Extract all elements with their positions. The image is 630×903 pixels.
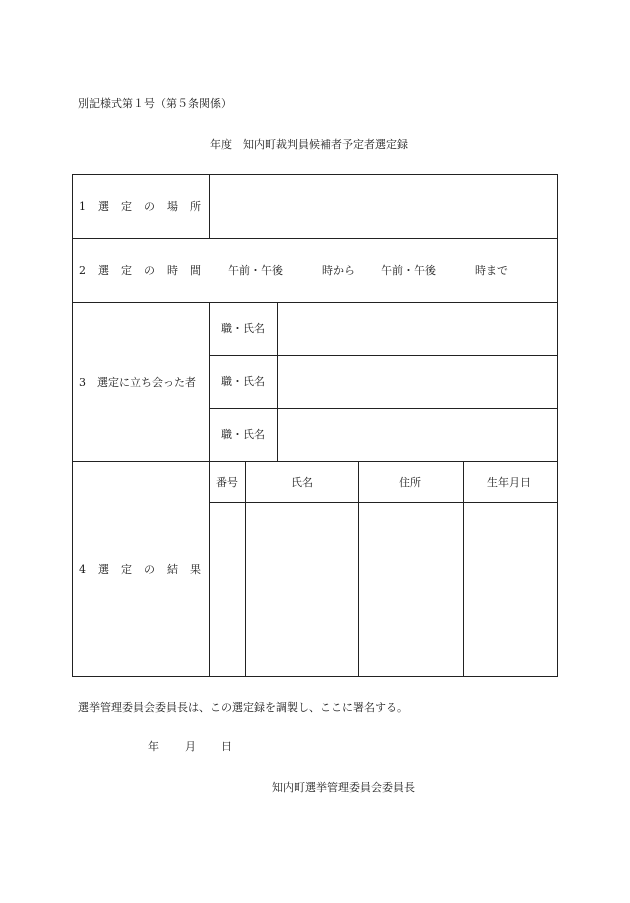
witness-position-name-label: 職・氏名 <box>221 428 265 441</box>
row-divider <box>72 461 558 462</box>
column-header-name: 氏名 <box>291 476 313 489</box>
table-border-left <box>72 174 73 677</box>
column-header-address: 住所 <box>399 476 421 489</box>
column-header-number: 番号 <box>216 476 238 489</box>
selection-place-label: 1 選 定 の 場 所 <box>79 200 201 213</box>
selection-place-field[interactable] <box>210 175 557 238</box>
month-label: 月 <box>185 740 196 753</box>
certification-statement: 選挙管理委員会委員長は、この選定録を調製し、ここに署名する。 <box>78 701 408 714</box>
witnesses-label: 3 選定に立ち会った者 <box>79 376 196 389</box>
until-hour-label: 時まで <box>475 264 508 277</box>
end-ampm-label: 午前・午後 <box>381 264 436 277</box>
selection-time-label: 2 選 定 の 時 間 <box>79 264 201 277</box>
witness-2-field[interactable] <box>278 356 557 408</box>
start-ampm-label: 午前・午後 <box>228 264 283 277</box>
signatory-title: 知内町選挙管理委員会委員長 <box>272 781 415 794</box>
witness-position-name-label: 職・氏名 <box>221 375 265 388</box>
date-line <box>148 740 232 753</box>
form-reference: 別記様式第１号（第５条関係） <box>78 97 232 110</box>
table-border-right <box>557 174 558 677</box>
witness-position-name-label: 職・氏名 <box>221 322 265 335</box>
results-entry-area[interactable] <box>210 503 557 676</box>
witness-3-field[interactable] <box>278 409 557 461</box>
from-hour-label: 時から <box>322 264 355 277</box>
selection-result-label: 4 選 定 の 結 果 <box>79 563 201 576</box>
witness-1-field[interactable] <box>278 303 557 355</box>
table-border-bottom <box>72 676 558 677</box>
document-title: 年度 知内町裁判員候補者予定者選定録 <box>210 138 408 151</box>
year-label: 年 <box>148 740 159 753</box>
day-label: 日 <box>221 740 232 753</box>
column-header-birthdate: 生年月日 <box>487 476 531 489</box>
row-divider <box>72 238 558 239</box>
